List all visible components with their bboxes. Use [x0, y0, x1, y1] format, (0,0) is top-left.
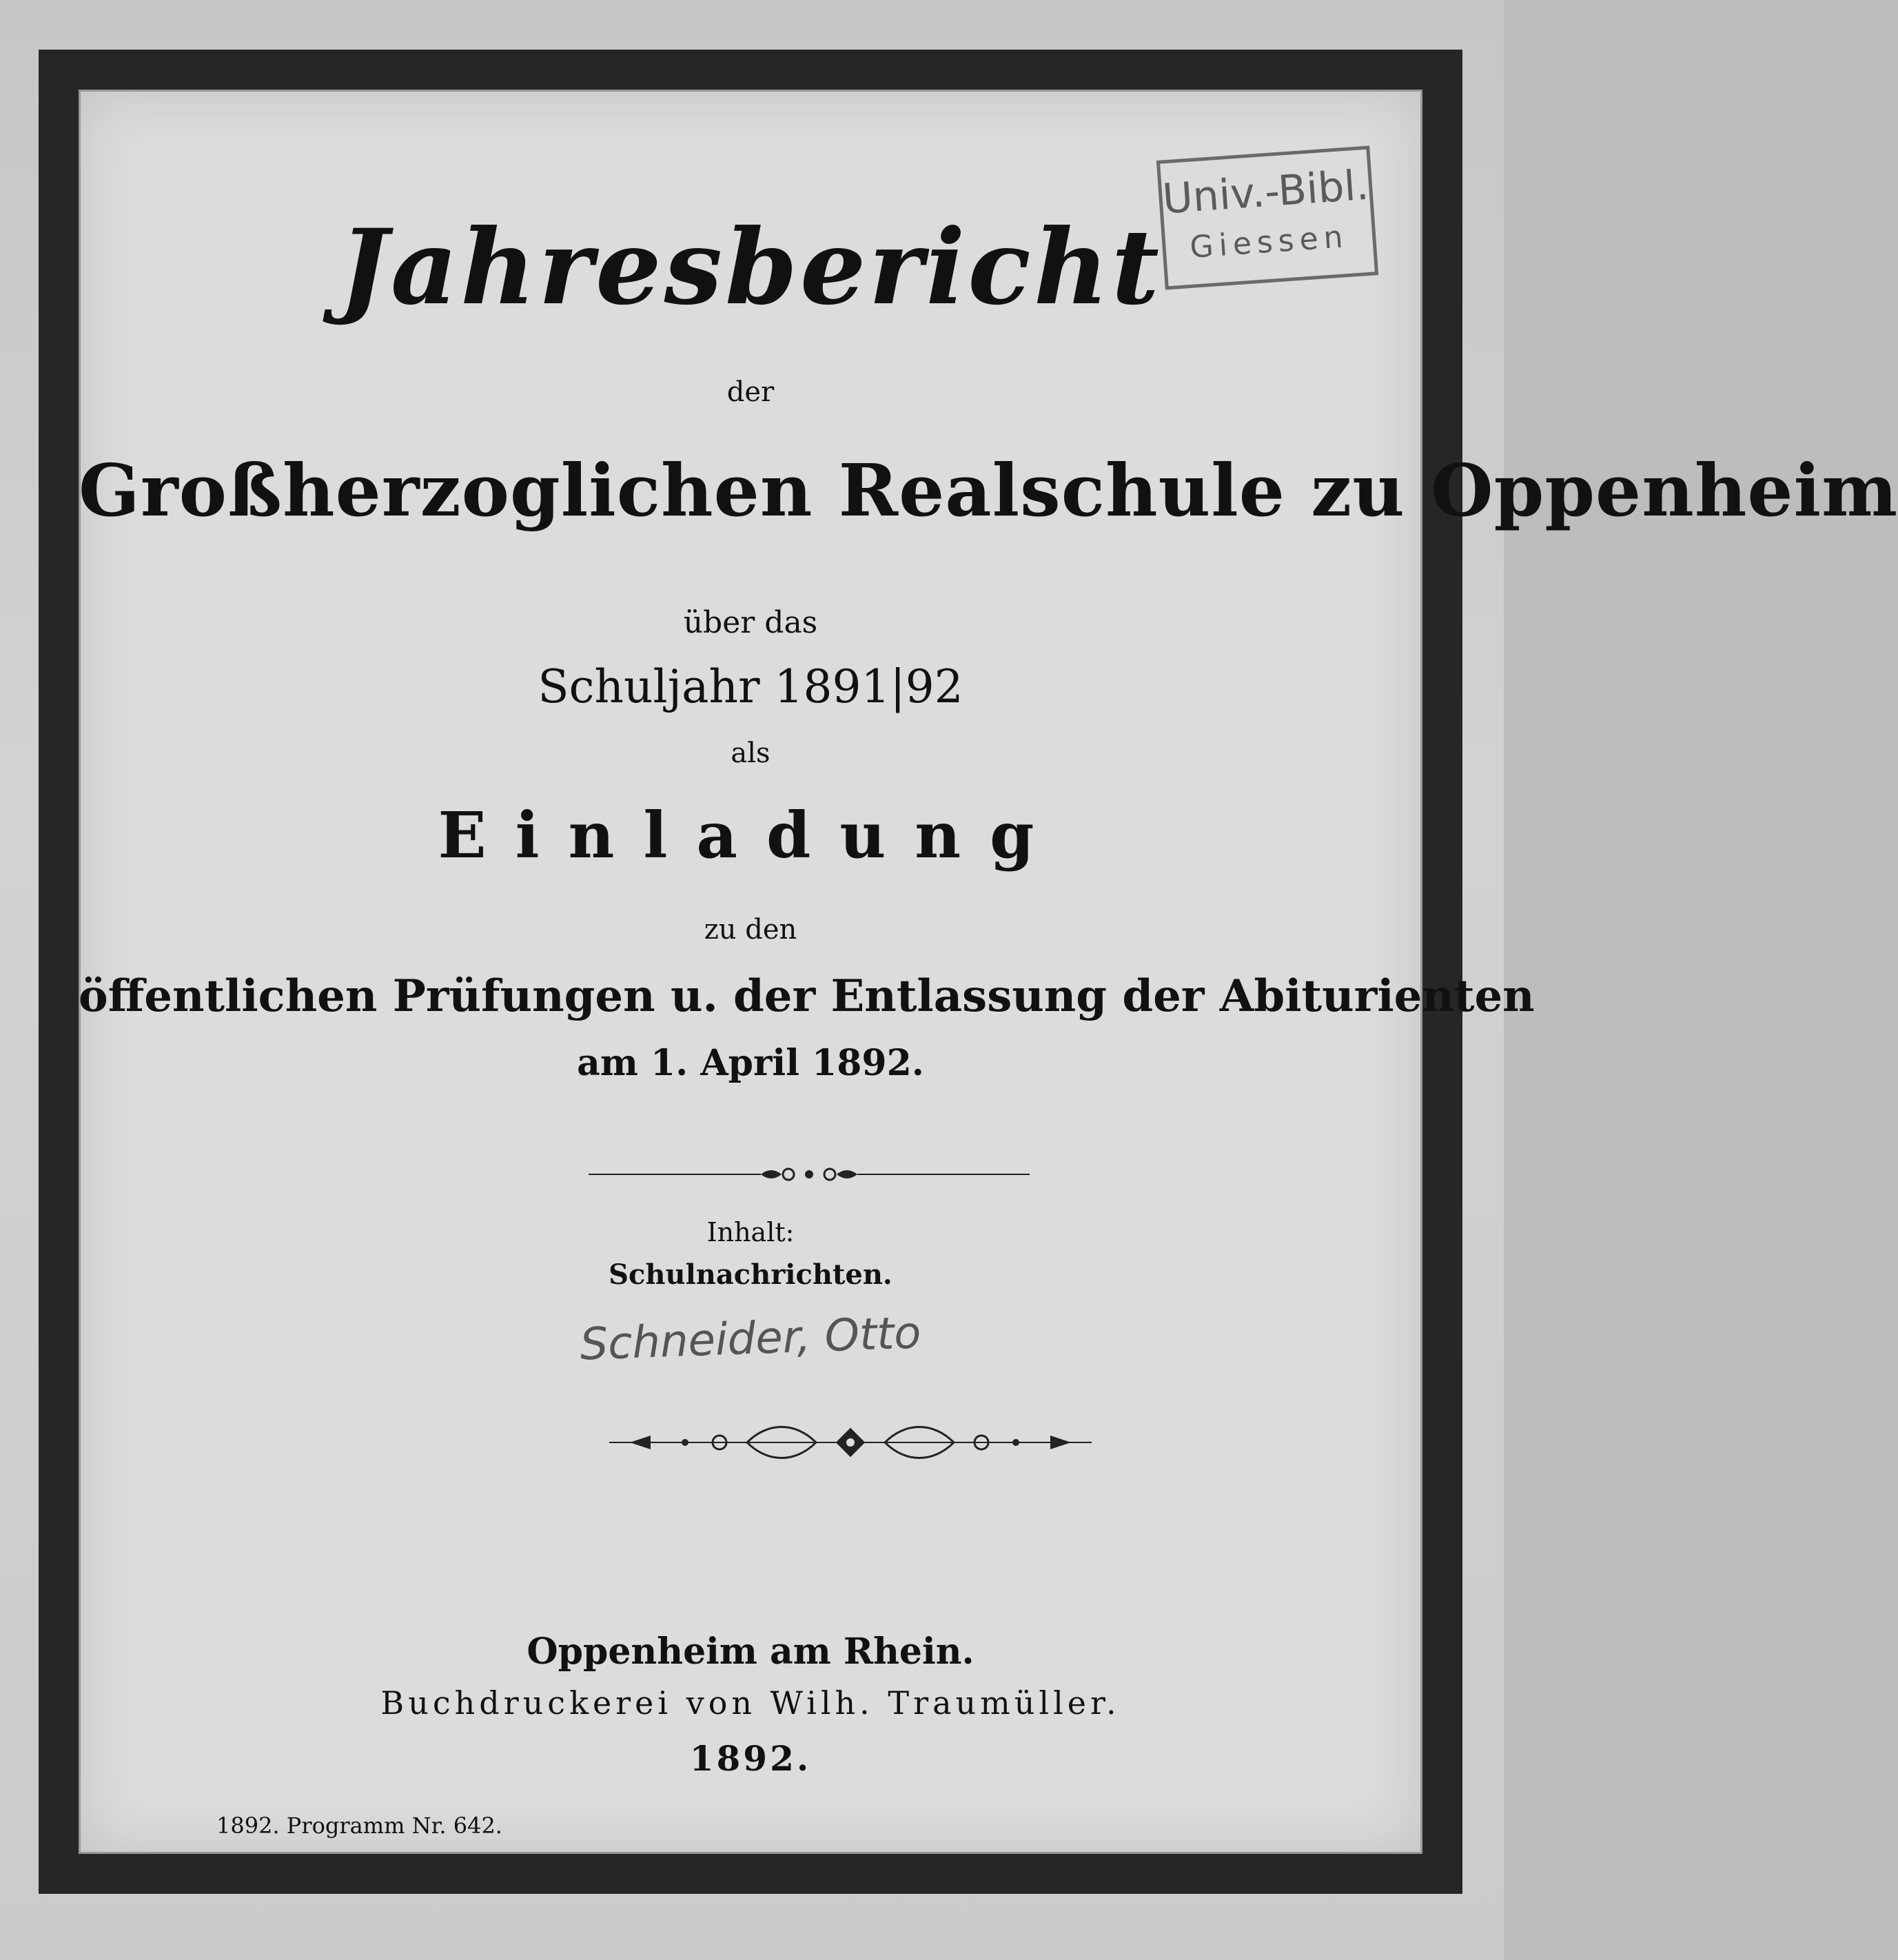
text-ueber-das: über das	[683, 605, 818, 640]
ornament-rule-bottom	[609, 1418, 1092, 1467]
date-line: am 1. April 1892.	[577, 1042, 924, 1084]
stamp-line-1: Univ.-Bibl.	[1161, 161, 1371, 224]
document-title: Jahresbericht	[338, 207, 1163, 328]
title-page	[79, 90, 1898, 1854]
article-der: der	[726, 376, 775, 408]
school-name: Großherzoglichen Realschule zu Oppenheim	[79, 448, 1898, 533]
black-border-frame	[39, 50, 1898, 1894]
contents-item: Schulnachrichten.	[609, 1258, 892, 1291]
library-stamp	[1156, 145, 1378, 289]
examinations-line: öffentlichen Prüfungen u. der Entlassung der Abiturienten	[79, 970, 1535, 1022]
contents-label: Inhalt:	[706, 1217, 795, 1247]
invitation-heading: Einladung	[438, 798, 1063, 872]
text-als: als	[731, 737, 771, 769]
school-year: Schuljahr 1891|92	[538, 660, 963, 713]
imprint-year: 1892.	[689, 1738, 812, 1779]
ornament-rule-top	[589, 1161, 1030, 1188]
imprint-place: Oppenheim am Rhein.	[527, 1631, 974, 1673]
handwritten-signature: Schneider, Otto	[579, 1307, 922, 1371]
imprint-printer: Buchdruckerei von Wilh. Traumüller.	[380, 1684, 1121, 1722]
program-number-note: 1892. Programm Nr. 642.	[216, 1813, 502, 1839]
stamp-line-2: Giessen	[1188, 218, 1350, 265]
text-zu-den: zu den	[704, 914, 797, 946]
